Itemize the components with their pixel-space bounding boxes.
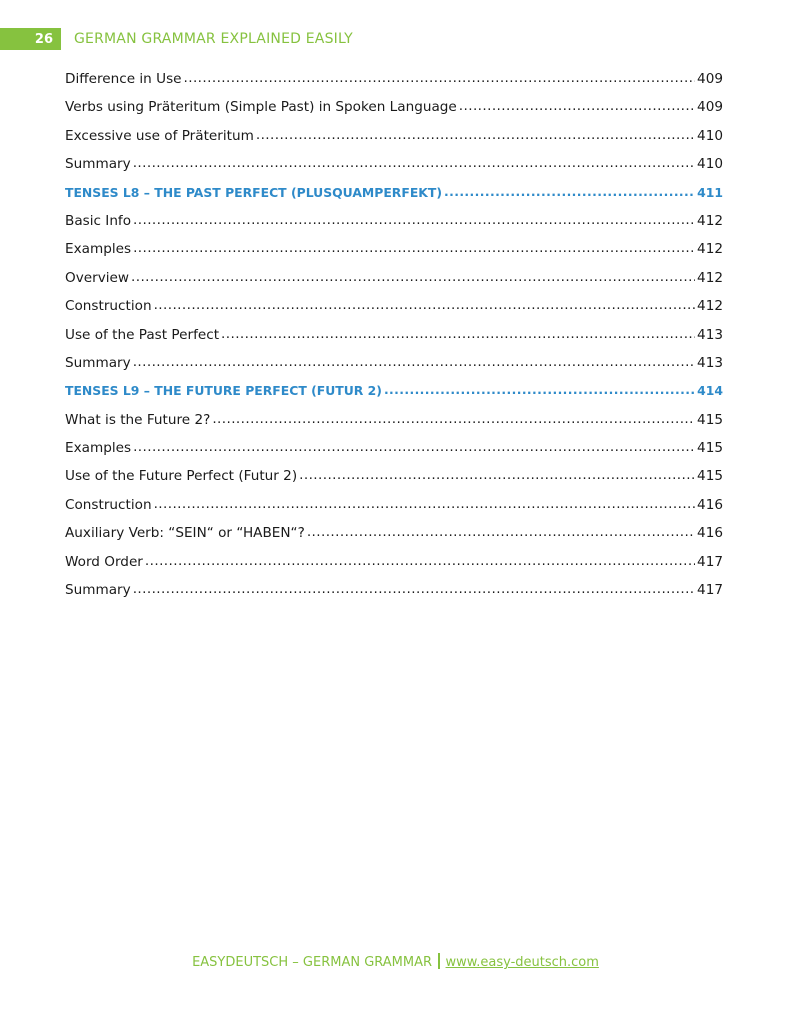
toc-entry-page: 417	[697, 553, 723, 570]
footer-separator	[438, 953, 440, 969]
dot-leader	[133, 212, 695, 228]
book-title: GERMAN GRAMMAR EXPLAINED EASILY	[74, 31, 353, 47]
page-footer	[0, 953, 791, 970]
toc-entry[interactable]	[65, 213, 723, 241]
page-number: 26	[0, 28, 61, 50]
toc-entry-page: 412	[697, 212, 723, 229]
toc-entry-label: Examples	[65, 241, 132, 258]
dot-leader	[154, 297, 695, 313]
website-link[interactable]: www.easy-deutsch.com	[445, 955, 599, 970]
toc-entry-label: Use of the Future Perfect (Futur 2)	[65, 468, 298, 485]
toc-entry-page: 412	[697, 269, 723, 286]
toc-entry-page: 413	[697, 326, 723, 343]
dot-leader	[384, 382, 695, 397]
toc-entry[interactable]	[65, 298, 723, 326]
dot-leader	[184, 70, 696, 86]
dot-leader	[133, 240, 695, 256]
toc-entry-label: Use of the Past Perfect	[65, 326, 220, 343]
dot-leader	[131, 269, 695, 285]
toc-entry-page: 416	[697, 525, 723, 542]
toc-entry-label: Verbs using Präteritum (Simple Past) in Spoken Language	[65, 99, 457, 116]
toc-entry-label: Excessive use of Präteritum	[65, 127, 254, 144]
dot-leader	[307, 524, 695, 540]
toc-entry-page: 414	[697, 383, 723, 399]
toc-entry-page: 415	[697, 440, 723, 457]
toc-entry[interactable]	[65, 71, 723, 99]
toc-entry[interactable]	[65, 241, 723, 269]
toc-entry[interactable]	[65, 128, 723, 156]
toc-entry-label: TENSES L9 – THE FUTURE PERFECT (FUTUR 2)	[65, 383, 382, 399]
toc-entry[interactable]	[65, 412, 723, 440]
toc-entry-page: 411	[697, 184, 723, 200]
dot-leader	[299, 467, 695, 483]
toc-entry[interactable]	[65, 497, 723, 525]
toc-entry[interactable]	[65, 554, 723, 582]
toc-entry[interactable]	[65, 327, 723, 355]
toc-entry-page: 409	[697, 99, 723, 116]
toc-entry-label: Examples	[65, 440, 132, 457]
toc-entry[interactable]	[65, 468, 723, 496]
toc-entry[interactable]	[65, 525, 723, 553]
toc-entry-label: Word Order	[65, 553, 143, 570]
dot-leader	[145, 553, 695, 569]
toc-entry-page: 412	[697, 298, 723, 315]
dot-leader	[133, 581, 695, 597]
toc-entry-page: 416	[697, 496, 723, 513]
toc-entry[interactable]	[65, 355, 723, 383]
dot-leader	[133, 439, 695, 455]
dot-leader	[133, 155, 695, 171]
page-header	[0, 28, 353, 50]
toc-entry-page: 415	[697, 411, 723, 428]
toc-entry-label: Construction	[65, 496, 152, 513]
toc-chapter-entry[interactable]	[65, 383, 723, 411]
toc-entry[interactable]	[65, 582, 723, 610]
dot-leader	[133, 354, 695, 370]
toc-entry-page: 413	[697, 354, 723, 371]
toc-entry-page: 417	[697, 582, 723, 599]
toc-entry-page: 410	[697, 127, 723, 144]
dot-leader	[221, 326, 695, 342]
dot-leader	[444, 184, 695, 199]
toc-entry-label: Summary	[65, 582, 131, 599]
toc-entry-page: 415	[697, 468, 723, 485]
toc-entry-label: Summary	[65, 354, 131, 371]
toc-entry[interactable]	[65, 99, 723, 127]
toc-entry-label: Basic Info	[65, 212, 132, 229]
dot-leader	[256, 127, 695, 143]
toc-entry[interactable]	[65, 156, 723, 184]
toc-entry-label: TENSES L8 – THE PAST PERFECT (PLUSQUAMPERFEKT)	[65, 184, 442, 200]
toc-entry-page: 409	[697, 71, 723, 87]
toc-entry[interactable]	[65, 440, 723, 468]
footer-text: EASYDEUTSCH – GERMAN GRAMMAR	[192, 955, 433, 970]
toc-entry-label: Auxiliary Verb: “SEIN“ or “HABEN“?	[65, 525, 305, 542]
toc-entry-label: Difference in Use	[65, 71, 182, 87]
table-of-contents	[65, 71, 723, 610]
toc-chapter-entry[interactable]	[65, 185, 723, 213]
toc-entry-label: Construction	[65, 298, 152, 315]
toc-entry-page: 410	[697, 156, 723, 173]
toc-entry-label: What is the Future 2?	[65, 411, 211, 428]
dot-leader	[459, 98, 695, 114]
toc-entry[interactable]	[65, 270, 723, 298]
toc-entry-label: Overview	[65, 269, 129, 286]
toc-entry-page: 412	[697, 241, 723, 258]
dot-leader	[212, 411, 695, 427]
toc-entry-label: Summary	[65, 156, 131, 173]
dot-leader	[154, 496, 695, 512]
